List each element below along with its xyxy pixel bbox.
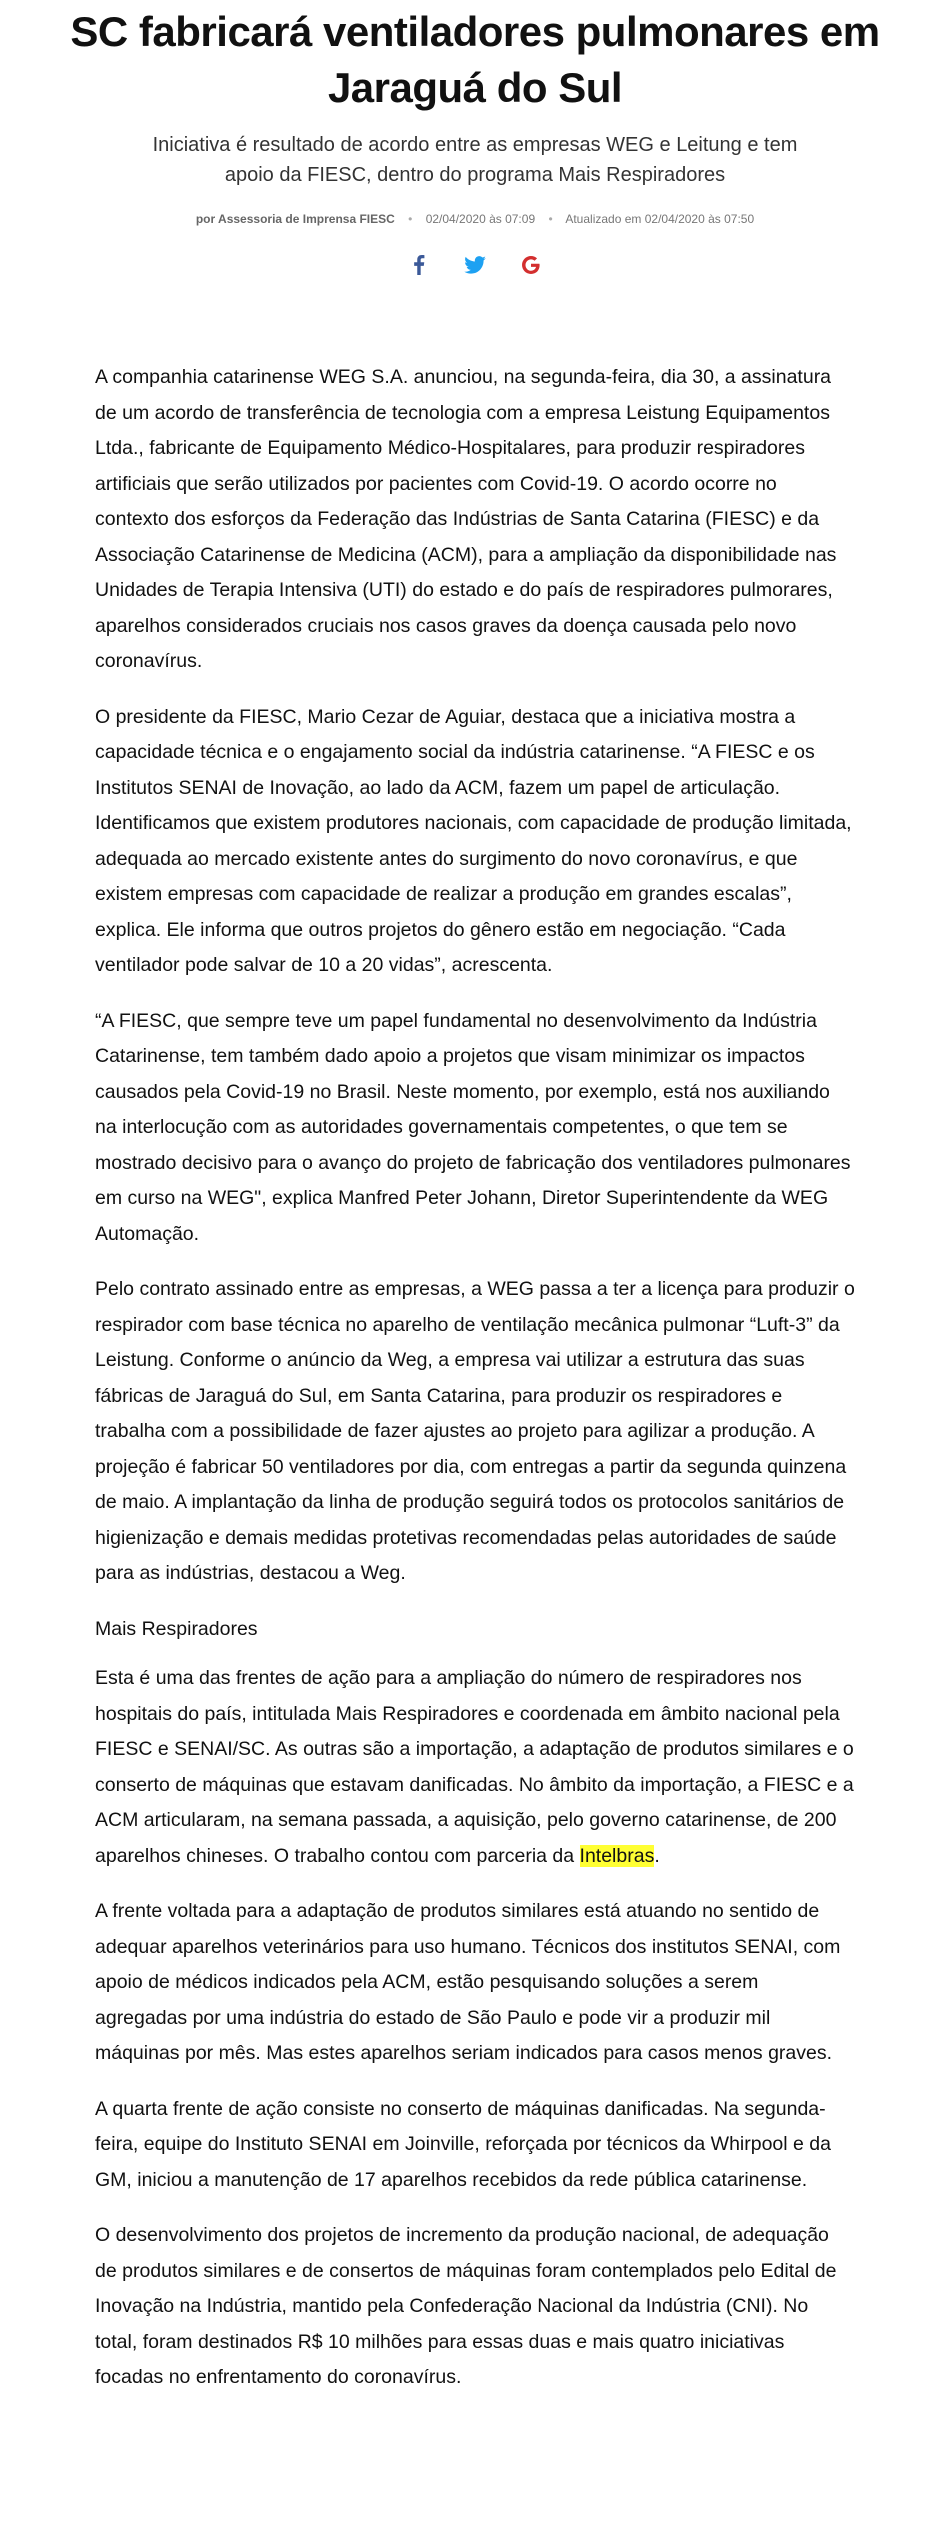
paragraph-text: Esta é uma das frentes de ação para a ampliação do número de respiradores nos hospitais do país, intitulada Mais Respiradores e coordenada em âmbito nacional pela FIESC e SENAI/SC. As outras são a importação, a adaptação de produtos similares e o conserto de máquinas que estavam danificadas. No âmbito da importação, a FIESC e a ACM articularam, na semana passada, a aquisição, pelo governo catarinense, de 200 aparelhos chineses. O trabalho contou com parceria da <box>95 1667 854 1867</box>
twitter-icon <box>464 256 486 274</box>
share-facebook-button[interactable] <box>404 250 434 280</box>
share-twitter-button[interactable] <box>460 250 490 280</box>
byline-separator: • <box>548 212 553 226</box>
article-paragraph: O desenvolvimento dos projetos de incremento da produção nacional, de adequação de produtos similares e de consertos de máquinas foram contemplados pelo Edital de Inovação na Indústria, mantido pela Confederação Nacional da Indústria (CNI). No total, foram destinados R$ 10 milhões para essas duas e mais quatro iniciativas focadas no enfrentamento do coronavírus. <box>95 2224 837 2388</box>
article-paragraph <box>95 1661 855 1874</box>
paragraph-text: . <box>654 1844 660 1867</box>
section-heading: Mais Respiradores <box>95 1617 258 1640</box>
byline-updated: Atualizado em 02/04/2020 às 07:50 <box>565 212 755 226</box>
byline-separator: • <box>408 212 413 226</box>
article-paragraph: O presidente da FIESC, Mario Cezar de Aguiar, destaca que a iniciativa mostra a capacidade técnica e o engajamento social da indústria catarinense. “A FIESC e os Institutos SENAI de Inovação, ao lado da ACM, fazem um papel de articulação. Identificamos que existem produtores nacionais, com capacidade de produção limitada, adequada ao mercado existente antes do surgimento do novo coronavírus, e que existem empresas com capacidade de realizar a produção em grandes escalas”, explica. Ele informa que outros projetos do gênero estão em negociação. “Cada ventilador pode salvar de 10 a 20 vidas”, acrescenta. <box>95 705 852 976</box>
byline <box>0 212 950 226</box>
facebook-icon <box>412 255 426 275</box>
google-icon <box>520 254 542 276</box>
article-paragraph: A quarta frente de ação consiste no conserto de máquinas danificadas. Na segunda-feira, equipe do Instituto SENAI em Joinville, reforçada por técnicos da Whirpool e da GM, iniciou a manutenção de 17 aparelhos recebidos da rede pública catarinense. <box>95 2097 831 2191</box>
byline-author[interactable]: por Assessoria de Imprensa FIESC <box>195 212 395 226</box>
share-google-button[interactable] <box>516 250 546 280</box>
article-subtitle: Iniciativa é resultado de acordo entre as empresas WEG e Leitung e tem apoio da FIESC, dentro do programa Mais Respiradores <box>152 134 798 186</box>
byline-published: 02/04/2020 às 07:09 <box>425 212 536 226</box>
article-paragraph: A frente voltada para a adaptação de produtos similares está atuando no sentido de adequar aparelhos veterinários para uso humano. Técnicos dos institutos SENAI, com apoio de médicos indicados pela ACM, estão pesquisando soluções a serem agregadas por uma indústria do estado de São Paulo e pode vir a produzir mil máquinas por mês. Mas estes aparelhos seriam indicados para casos menos graves. <box>95 1900 841 2064</box>
article-paragraph: Pelo contrato assinado entre as empresas, a WEG passa a ter a licença para produzir o respirador com base técnica no aparelho de ventilação mecânica pulmonar “Luft-3” da Leistung. Conforme o anúncio da Weg, a empresa vai utilizar a estrutura das suas fábricas de Jaraguá do Sul, em Santa Catarina, para produzir os respiradores e trabalha com a possibilidade de fazer ajustes ao projeto para agilizar a produção. A projeção é fabricar 50 ventiladores por dia, com entregas a partir da segunda quinzena de maio. A implantação da linha de produção seguirá todos os protocolos sanitários de higienização e demais medidas protetivas recomendadas pelas autoridades de saúde para as indústrias, destacou a Weg. <box>95 1278 855 1584</box>
intelbras-link[interactable]: Intelbras <box>579 1844 655 1867</box>
share-buttons <box>0 250 950 280</box>
article-title: SC fabricará ventiladores pulmonares em Jaraguá do Sul <box>70 8 880 111</box>
article-page <box>0 4 950 2396</box>
article-paragraph: “A FIESC, que sempre teve um papel fundamental no desenvolvimento da Indústria Catarinense, tem também dado apoio a projetos que visam minimizar os impactos causados pela Covid-19 no Brasil. Neste momento, por exemplo, está nos auxiliando na interlocução com as autoridades governamentais competentes, o que tem se mostrado decisivo para o avanço do projeto de fabricação dos ventiladores pulmonares em curso na WEG", explica Manfred Peter Johann, Diretor Superintendente da WEG Automação. <box>95 1009 851 1245</box>
article-paragraph: A companhia catarinense WEG S.A. anunciou, na segunda-feira, dia 30, a assinatura de um acordo de transferência de tecnologia com a empresa Leistung Equipamentos Ltda., fabricante de Equipamento Médico-Hospitalares, para produzir respiradores artificiais que serão utilizados por pacientes com Covid-19. O acordo ocorre no contexto dos esforços da Federação das Indústrias de Santa Catarina (FIESC) e da Associação Catarinense de Medicina (ACM), para a ampliação da disponibilidade nas Unidades de Terapia Intensiva (UTI) do estado e do país de respiradores pulmorares, aparelhos considerados cruciais nos casos graves da doença causada pelo novo coronavírus. <box>95 366 837 672</box>
article-body <box>95 360 855 2396</box>
